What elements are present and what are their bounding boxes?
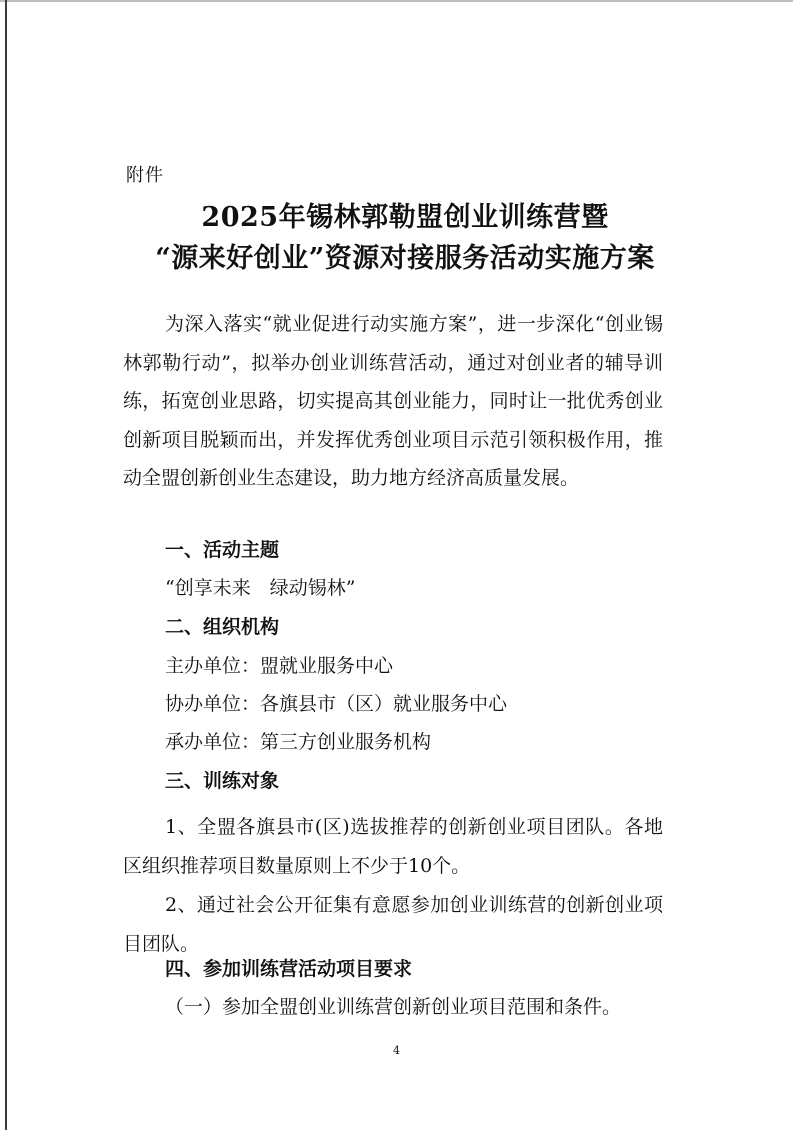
scan-edge-top (0, 0, 793, 2)
organizer-unit: 承办单位：第三方创业服务机构 (165, 731, 432, 753)
page-number: 4 (393, 1044, 400, 1057)
section-heading-targets: 三、训练对象 (165, 770, 280, 792)
attachment-label: 附件 (126, 165, 164, 186)
section-heading-requirements: 四、参加训练营活动项目要求 (165, 958, 413, 980)
target-item-2: 2、通过社会公开征集有意愿参加创业训练营的创新创业项目团队。 (123, 894, 663, 955)
section-heading-organization: 二、组织机构 (165, 616, 280, 638)
document-title-line-1: 2025年锡林郭勒盟创业训练营暨 (201, 202, 609, 233)
target-item-1: 1、全盟各旗县市(区)选拔推荐的创新创业项目团队。各地区组织推荐项目数量原则上不少于10个。 (123, 816, 663, 877)
section-heading-theme: 一、活动主题 (165, 539, 280, 561)
co-host-unit: 协办单位：各旗县市（区）就业服务中心 (165, 693, 508, 715)
intro-paragraph: 为深入落实“就业促进行动实施方案”，进一步深化“创业锡林郭勒行动”，拟举办创业训练营活动，通过对创业者的辅导训练，拓宽创业思路，切实提高其创业能力，同时让一批优秀创业创新项目脱颖而出，并发挥优秀创业项目示范引领积极作用，推动全盟创新创业生态建设，助力地方经济高质量发展。 (123, 313, 663, 489)
subsection-scope: （一）参加全盟创业训练营创新创业项目范围和条件。 (165, 996, 622, 1018)
scan-edge-left (5, 0, 7, 1130)
activity-theme: “创享未来 绿动锡林” (165, 577, 356, 599)
host-unit: 主办单位：盟就业服务中心 (165, 655, 394, 677)
document-title-line-2: “源来好创业”资源对接服务活动实施方案 (155, 243, 655, 274)
